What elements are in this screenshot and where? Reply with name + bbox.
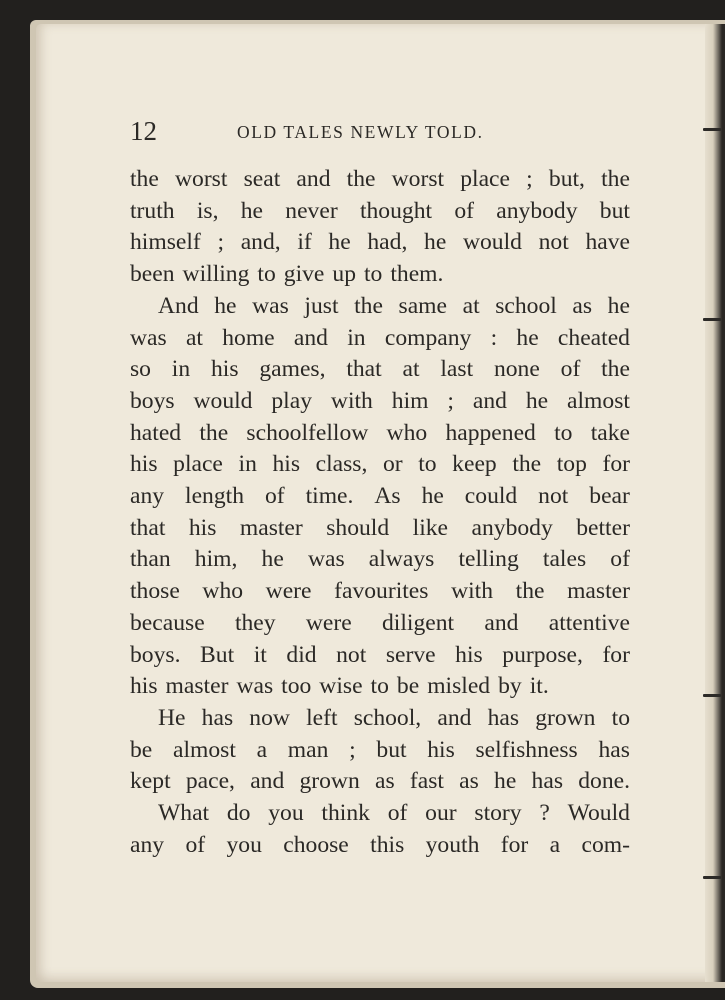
word: because xyxy=(130,609,205,636)
word: a xyxy=(549,831,561,858)
word: ? xyxy=(539,800,550,827)
word: have xyxy=(585,229,630,256)
word: hated xyxy=(130,419,182,446)
word: of xyxy=(560,356,581,383)
word: the xyxy=(199,419,229,446)
word: purpose, xyxy=(502,641,583,668)
word: was xyxy=(307,546,345,573)
word: class, xyxy=(315,451,368,478)
word: him, xyxy=(194,546,238,573)
word: always xyxy=(368,546,435,573)
word: did xyxy=(286,641,317,668)
word: any xyxy=(130,483,165,510)
word: of xyxy=(454,197,474,224)
text-line xyxy=(130,608,630,640)
text-line xyxy=(130,640,630,672)
page-number: 12 xyxy=(130,116,157,146)
word: his xyxy=(130,673,158,700)
word: he xyxy=(421,483,444,510)
edge-mark xyxy=(703,128,721,131)
text-line xyxy=(130,735,630,767)
word: like xyxy=(412,514,449,541)
running-title: OLD TALES NEWLY TOLD. xyxy=(237,122,484,142)
word: he xyxy=(607,292,630,319)
word: his xyxy=(210,356,239,383)
word: but xyxy=(376,736,407,763)
word: never xyxy=(285,197,338,224)
word: happened xyxy=(445,419,536,446)
word: them. xyxy=(390,261,444,288)
word: not xyxy=(538,483,569,510)
edge-mark xyxy=(703,876,721,879)
word: should xyxy=(326,514,390,541)
word: you xyxy=(226,831,262,858)
word: do xyxy=(226,800,251,827)
word: grown xyxy=(535,704,596,731)
word: or xyxy=(382,451,403,478)
word: the xyxy=(512,451,542,478)
word: but xyxy=(599,197,630,224)
word: his xyxy=(188,514,217,541)
text-line xyxy=(130,354,630,386)
text-line xyxy=(130,449,630,481)
word: and xyxy=(293,324,328,351)
word: his xyxy=(130,451,158,478)
word: games, xyxy=(259,356,326,383)
word: a xyxy=(256,736,268,763)
text-line xyxy=(130,513,630,545)
word: and xyxy=(250,768,285,795)
text-line xyxy=(130,830,630,862)
word: he xyxy=(424,229,447,256)
word: has xyxy=(201,704,234,731)
word: to xyxy=(554,419,573,446)
word: just xyxy=(304,292,339,319)
word: Would xyxy=(567,800,630,827)
word: worst xyxy=(174,166,228,192)
word: thought xyxy=(359,197,433,224)
word: were xyxy=(265,578,312,605)
word: be xyxy=(130,736,153,763)
word: with xyxy=(330,387,373,414)
word: master xyxy=(165,673,229,700)
word: But xyxy=(200,641,235,668)
word: he xyxy=(261,546,284,573)
word: not xyxy=(336,641,367,668)
word: was xyxy=(236,673,274,700)
text-line xyxy=(130,544,630,576)
word: as xyxy=(375,768,395,795)
word: he xyxy=(240,197,264,224)
word: last xyxy=(440,356,474,383)
word: tales xyxy=(542,546,587,573)
word: was xyxy=(252,292,289,319)
word: the xyxy=(515,578,545,605)
word: would xyxy=(462,229,522,256)
word: fast xyxy=(409,768,444,795)
word: kept xyxy=(130,768,171,795)
word: at xyxy=(402,356,420,383)
text-line xyxy=(130,671,630,703)
word: if xyxy=(297,229,312,256)
word: company xyxy=(384,324,472,351)
word: has xyxy=(598,736,630,763)
word: than xyxy=(130,546,171,573)
word: cheated xyxy=(557,324,630,351)
word: for xyxy=(602,451,630,478)
word: the xyxy=(354,292,383,319)
word: of xyxy=(387,800,408,827)
text-line xyxy=(130,481,630,513)
word: and xyxy=(296,166,331,192)
word: boys xyxy=(130,387,175,414)
word: As xyxy=(374,483,401,510)
word: and xyxy=(437,704,472,731)
word: grown xyxy=(299,768,360,795)
word: ; xyxy=(526,166,533,192)
word: so xyxy=(130,356,151,383)
word: think xyxy=(321,800,370,827)
word: would xyxy=(193,387,253,414)
word: bear xyxy=(589,483,630,510)
text-line xyxy=(130,323,630,355)
word: the xyxy=(130,166,159,192)
edge-mark xyxy=(703,318,721,321)
text-line xyxy=(130,164,630,196)
word: top xyxy=(556,451,587,478)
word: school, xyxy=(353,704,422,731)
word: at xyxy=(462,292,480,319)
word: of xyxy=(264,483,285,510)
text-line xyxy=(130,576,630,608)
word: and, xyxy=(240,229,281,256)
word: ; xyxy=(349,736,356,763)
word: place xyxy=(173,451,223,478)
word: worst xyxy=(391,166,445,192)
edge-mark xyxy=(703,694,721,697)
word: to xyxy=(611,704,630,731)
word: has xyxy=(531,768,563,795)
word: the xyxy=(601,166,630,192)
text-line xyxy=(130,766,630,798)
word: school xyxy=(495,292,557,319)
word: in xyxy=(347,324,366,351)
text-line xyxy=(130,227,630,259)
word: but, xyxy=(548,166,585,192)
word: left xyxy=(306,704,338,731)
word: schoolfellow xyxy=(246,419,369,446)
word: anybody xyxy=(471,514,553,541)
word: up xyxy=(332,261,356,288)
body-text xyxy=(130,164,630,861)
word: pace, xyxy=(185,768,235,795)
word: master xyxy=(567,578,630,605)
word: diligent xyxy=(381,609,455,636)
word: telling xyxy=(458,546,519,573)
word: serve xyxy=(385,641,436,668)
word: his xyxy=(427,736,455,763)
word: ; xyxy=(447,387,454,414)
word: take xyxy=(590,419,630,446)
word: and xyxy=(484,609,519,636)
word: to xyxy=(418,451,437,478)
word: almost xyxy=(172,736,236,763)
word: almost xyxy=(567,387,630,414)
word: misled xyxy=(427,673,491,700)
word: man xyxy=(287,736,329,763)
word: master xyxy=(239,514,303,541)
word: as xyxy=(459,768,479,795)
word: our xyxy=(425,800,457,827)
word: himself xyxy=(130,229,201,256)
word: by xyxy=(498,673,522,700)
word: place xyxy=(460,166,511,192)
word: anybody xyxy=(496,197,578,224)
word: be xyxy=(396,673,420,700)
word: What xyxy=(158,800,210,827)
word: were xyxy=(305,609,352,636)
word: ; xyxy=(217,229,225,256)
word: none xyxy=(493,356,540,383)
word: him xyxy=(391,387,429,414)
word: wise xyxy=(319,673,363,700)
word: the xyxy=(346,166,376,192)
page-edge xyxy=(705,24,725,982)
word: been xyxy=(130,261,175,288)
word: youth xyxy=(425,831,480,858)
word: you xyxy=(268,800,304,827)
word: give xyxy=(283,261,325,288)
word: home xyxy=(222,324,275,351)
word: they xyxy=(234,609,276,636)
page-header xyxy=(130,116,630,156)
word: he xyxy=(214,292,237,319)
word: with xyxy=(451,578,494,605)
text-line xyxy=(130,291,630,323)
word: it xyxy=(253,641,267,668)
word: of xyxy=(185,831,206,858)
word: keep xyxy=(452,451,497,478)
word: who xyxy=(202,578,244,605)
word: truth xyxy=(130,197,175,224)
word: better xyxy=(576,514,630,541)
text-line xyxy=(130,418,630,450)
word: done. xyxy=(578,768,630,795)
word: to xyxy=(257,261,276,288)
word: attentive xyxy=(548,609,630,636)
word: had, xyxy=(367,229,408,256)
word: he xyxy=(525,387,549,414)
word: that xyxy=(346,356,382,383)
text-line xyxy=(130,703,630,735)
word: any xyxy=(130,831,165,858)
word: those xyxy=(130,578,180,605)
word: in xyxy=(171,356,191,383)
word: selfishness xyxy=(475,736,578,763)
word: his xyxy=(272,451,301,478)
word: for xyxy=(602,641,630,668)
word: too xyxy=(281,673,312,700)
word: in xyxy=(238,451,257,478)
word: boys. xyxy=(130,641,181,668)
word: was xyxy=(130,324,167,351)
word: his xyxy=(455,641,483,668)
word: he xyxy=(494,768,517,795)
word: play xyxy=(271,387,312,414)
text-line xyxy=(130,196,630,228)
word: and xyxy=(472,387,507,414)
word: of xyxy=(610,546,630,573)
word: he xyxy=(328,229,351,256)
word: that xyxy=(130,514,166,541)
word: to xyxy=(370,673,389,700)
word: the xyxy=(601,356,630,383)
word: this xyxy=(370,831,405,858)
word: for xyxy=(500,831,529,858)
word: not xyxy=(538,229,569,256)
word: is, xyxy=(196,197,219,224)
text-line xyxy=(130,798,630,830)
word: com- xyxy=(581,831,630,858)
word: story xyxy=(474,800,522,827)
word: he xyxy=(516,324,539,351)
word: now xyxy=(249,704,290,731)
word: it. xyxy=(529,673,549,700)
word: : xyxy=(490,324,498,351)
word: who xyxy=(386,419,428,446)
word: willing xyxy=(182,261,250,288)
word: has xyxy=(487,704,520,731)
word: to xyxy=(363,261,383,288)
word: as xyxy=(572,292,593,319)
word: time. xyxy=(305,483,354,510)
word: choose xyxy=(283,831,349,858)
word: could xyxy=(464,483,518,510)
word: same xyxy=(398,292,447,319)
text-line xyxy=(130,386,630,418)
word: favourites xyxy=(334,578,429,605)
word: And xyxy=(158,292,199,319)
word: at xyxy=(185,324,203,351)
word: seat xyxy=(243,166,281,192)
word: length xyxy=(185,483,245,510)
text-line xyxy=(130,259,630,291)
word: He xyxy=(158,704,186,731)
